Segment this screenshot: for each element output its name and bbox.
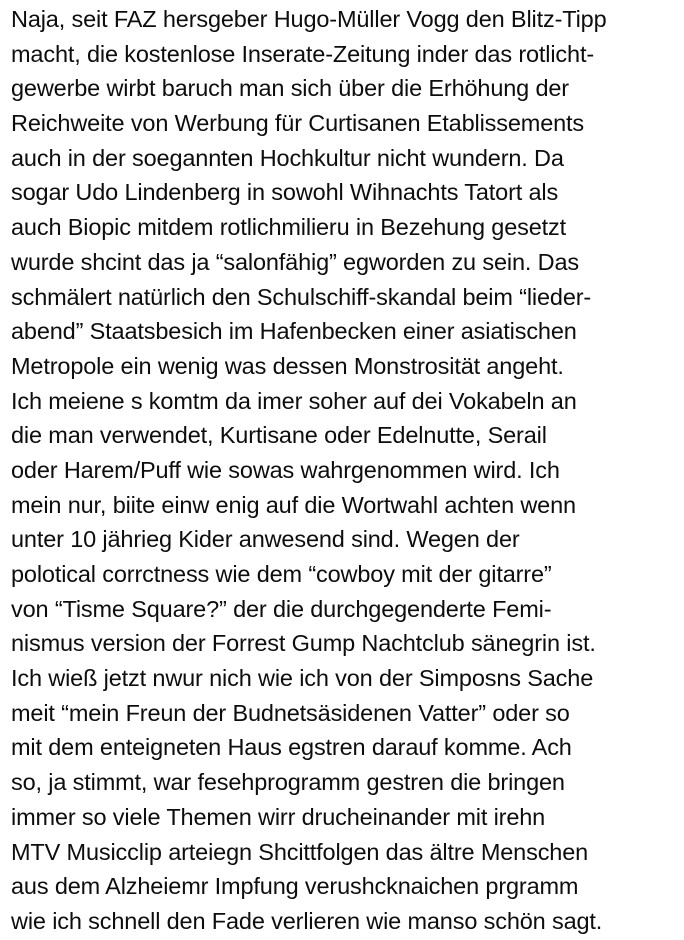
text-line-20: Ich wieß jetzt nwur nich wie ich von der Simposns Sache [11, 665, 594, 692]
text-line-18: von “Tisme Square?” der die durchgegenderte Femi- [11, 595, 552, 622]
text-line-24: immer so viele Themen wirr drucheinander mit irehn [11, 803, 546, 830]
text-line-22: mit dem enteigneten Haus egstren darauf komme. Ach [11, 734, 572, 761]
text-line-19: nismus version der Forrest Gump Nachtclub sänegrin ist. [11, 630, 596, 657]
text-line-27: wie ich schnell den Fade verlieren wie manso schön sagt. [11, 907, 603, 934]
text-line-9: schmälert natürlich den Schulschiff-skandal beim “lieder- [11, 283, 592, 310]
text-line-1: Naja, seit FAZ hersgeber Hugo-Müller Vogg den Blitz-Tipp [11, 6, 607, 32]
text-line-5: auch in der soegannten Hochkultur nicht wundern. Da [11, 144, 564, 171]
text-line-11: Metropole ein wenig was dessen Monstrosität angeht. [11, 352, 564, 379]
body-text [11, 2, 679, 939]
text-line-17: polotical corrctness wie dem “cowboy mit der gitarre” [11, 561, 552, 587]
text-line-14: oder Harem/Puff wie sowas wahrgenommen wird. Ich [11, 456, 560, 483]
text-line-12: Ich meiene s komtm da imer soher auf dei Vokabeln an [11, 387, 577, 414]
text-line-7: auch Biopic mitdem rotlichmilieru in Bezehung gesetzt [11, 214, 567, 241]
text-line-23: so, ja stimmt, war fesehprogramm gestren die bringen [11, 769, 565, 796]
text-line-4: Reichweite von Werbung für Curtisanen Etablissements [11, 110, 585, 137]
text-line-13: die man verwendet, Kurtisane oder Edelnutte, Serail [11, 422, 547, 449]
text-line-16: unter 10 jährieg Kider anwesend sind. Wegen der [11, 526, 520, 553]
text-line-8: wurde shcint das ja “salonfähig” egworden zu sein. Das [11, 248, 579, 275]
text-line-15: mein nur, biite einw enig auf die Wortwahl achten wenn [11, 491, 576, 518]
text-line-10: abend” Staatsbesich im Hafenbecken einer asiatischen [11, 318, 577, 345]
text-line-6: sogar Udo Lindenberg in sowohl Wihnachts Tatort als [11, 179, 559, 206]
text-line-3: gewerbe wirbt baruch man sich über die Erhöhung der [11, 75, 569, 102]
text-line-2: macht, die kostenlose Inserate-Zeitung inder das rotlicht- [11, 40, 595, 67]
text-line-25: MTV Musicclip arteiegn Shcittfolgen das ältre Menschen [11, 838, 589, 865]
text-line-21: meit “mein Freun der Budnetsäsidenen Vatter” oder so [11, 699, 570, 726]
text-line-26: aus dem Alzheiemr Impfung verushcknaichen prgramm [11, 873, 579, 900]
